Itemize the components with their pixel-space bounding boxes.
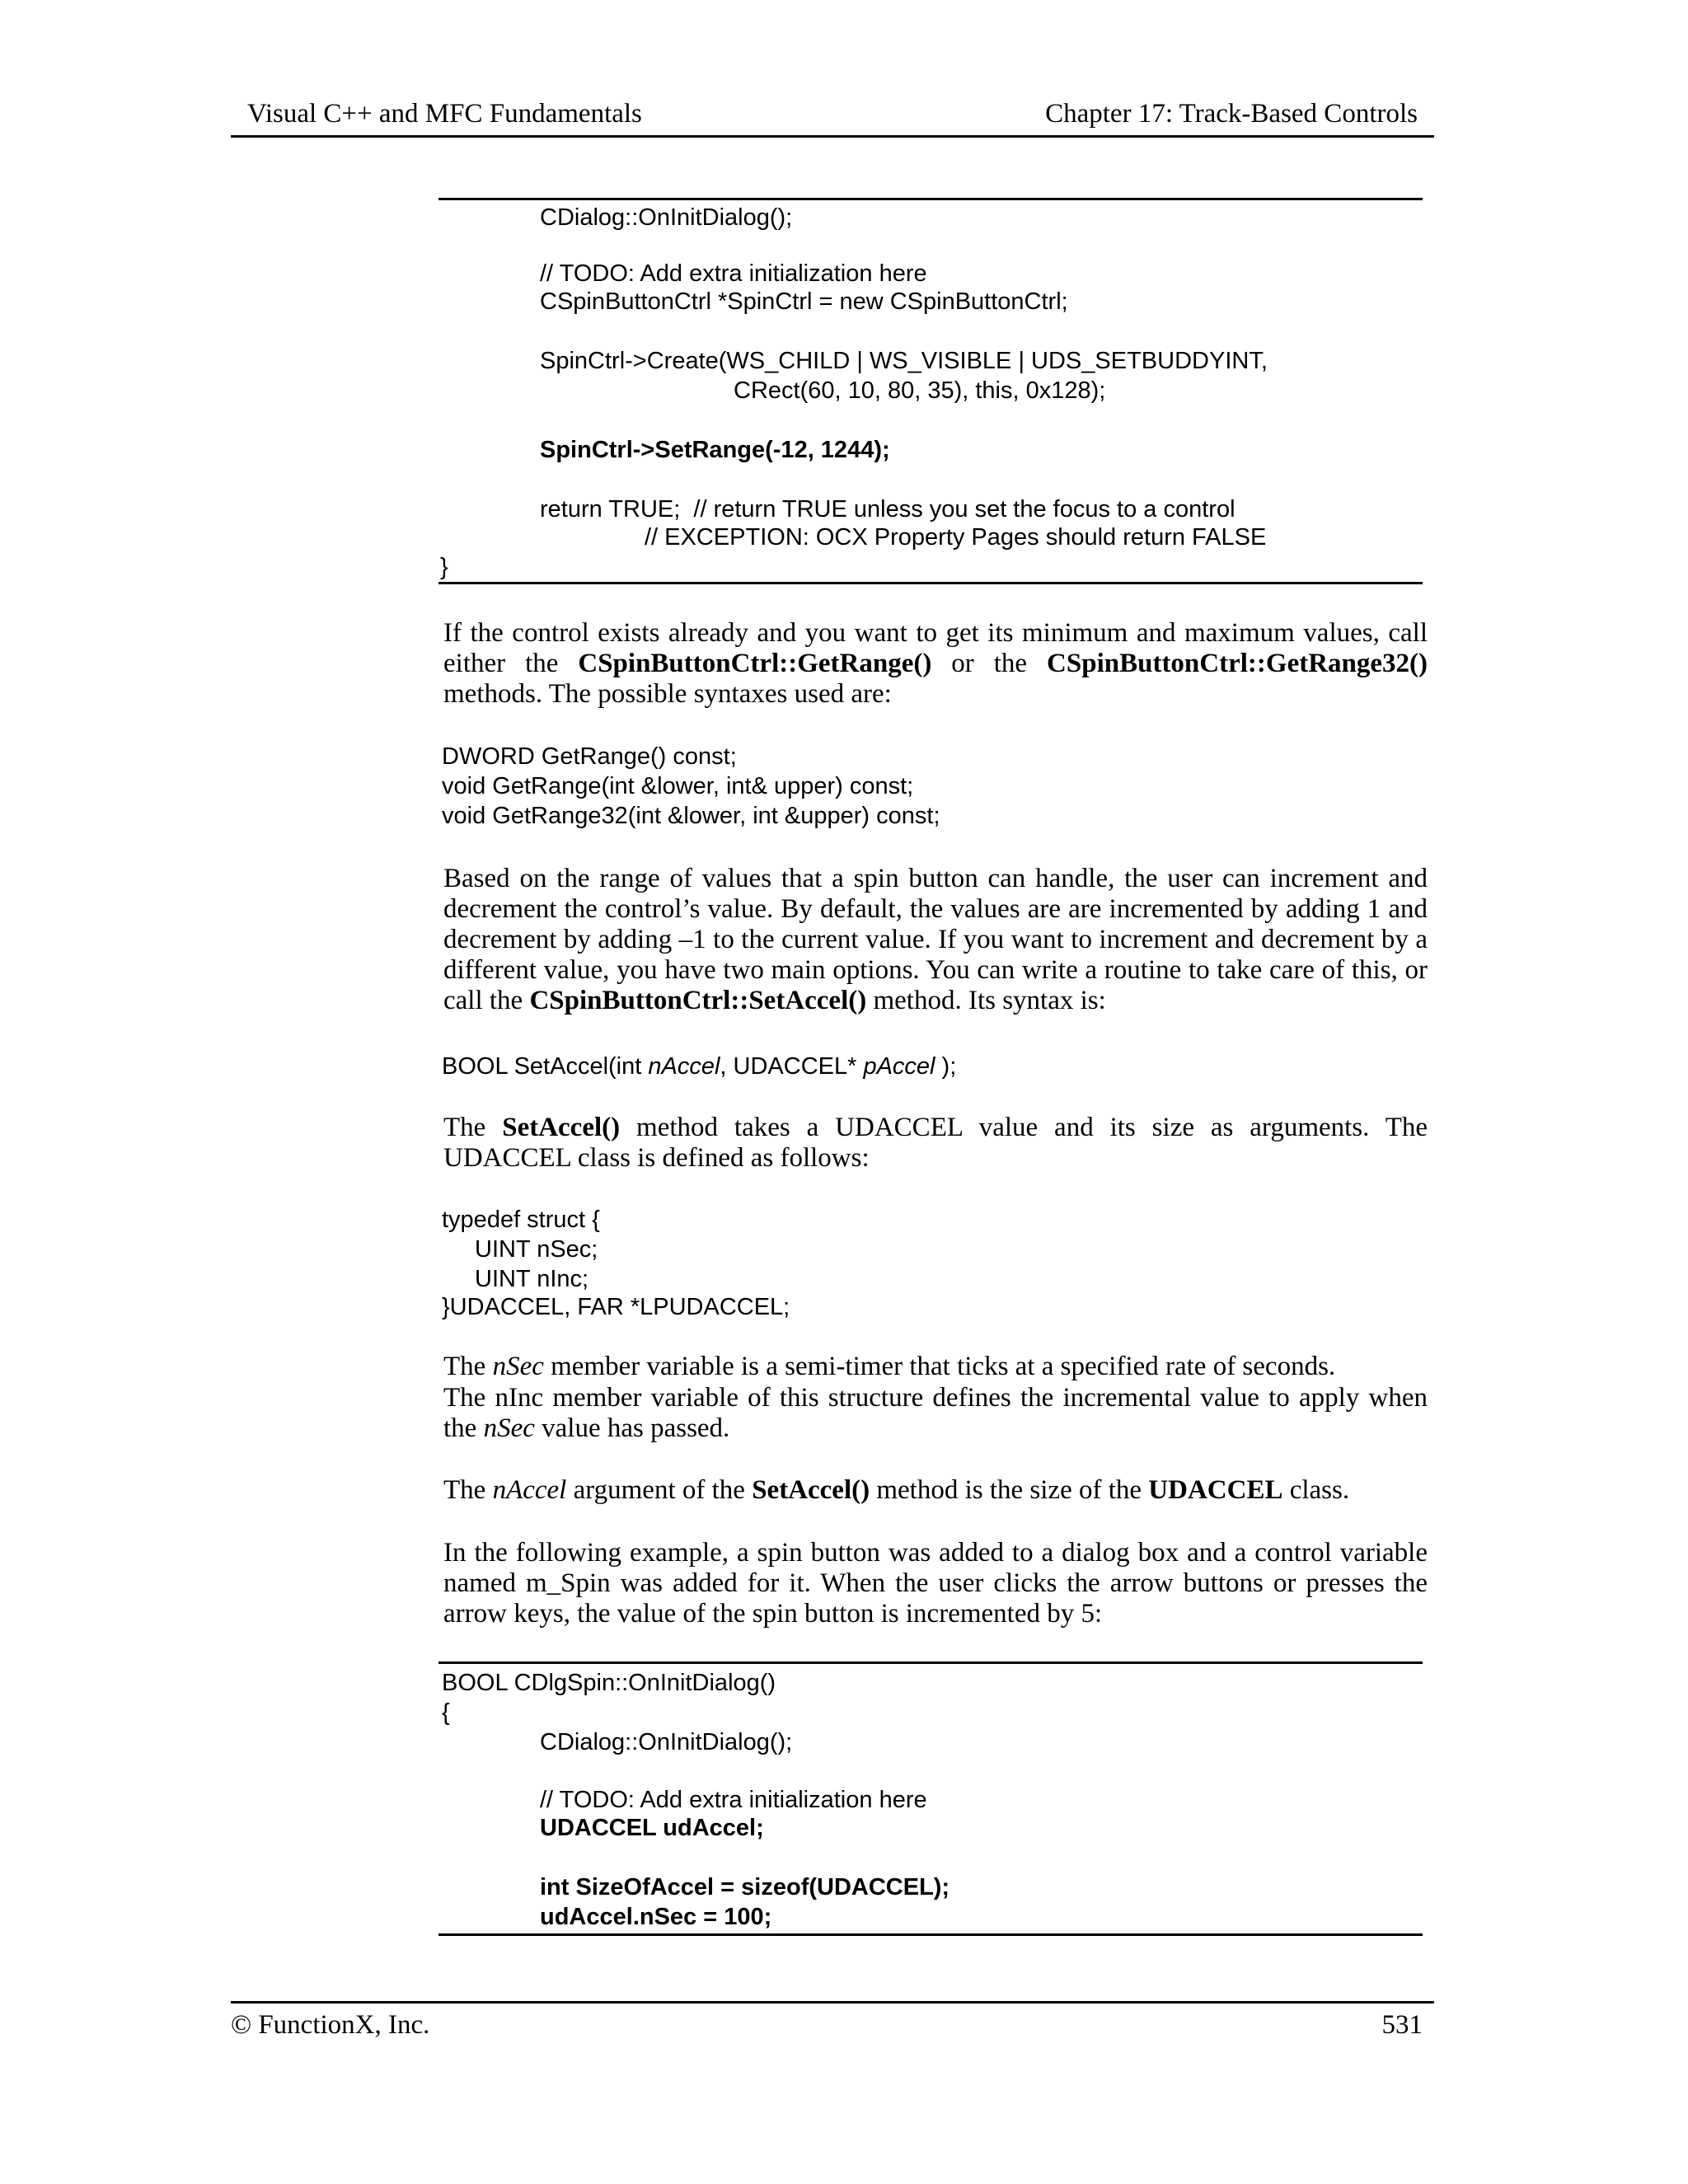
paragraph-example: In the following example, a spin button was added to a dialog box and a control variable named m_Spin was added for it. When the user clicks the arrow buttons or presses the arrow keys, the value of the spin button is incremented by 5:: [443, 1538, 1428, 1629]
code-block-2-bottom-rule: [438, 1933, 1423, 1936]
syntax-line: void GetRange32(int &lower, int &upper) const;: [442, 803, 940, 829]
paragraph-nsec: The nSec member variable is a semi-timer that ticks at a specified rate of seconds.: [443, 1352, 1336, 1381]
struct-line: typedef struct {: [442, 1207, 600, 1233]
header-chapter-title: Chapter 17: Track-Based Controls: [1045, 99, 1418, 129]
header-book-title: Visual C++ and MFC Fundamentals: [247, 99, 642, 129]
paragraph-ninc: The nInc member variable of this structure defines the incremental value to apply when the nSec value has passed.: [443, 1383, 1428, 1443]
code-block-1-bottom-rule: [438, 582, 1423, 584]
struct-line: }UDACCEL, FAR *LPUDACCEL;: [442, 1294, 790, 1320]
code-line-bold: SpinCtrl->SetRange(-12, 1244);: [540, 437, 890, 463]
code-line: }: [440, 554, 448, 580]
code-line: BOOL CDlgSpin::OnInitDialog(): [442, 1670, 776, 1696]
paragraph-setaccel: The SetAccel() method takes a UDACCEL value and its size as arguments. The UDACCEL class is defined as follows:: [443, 1113, 1428, 1173]
footer-copyright: © FunctionX, Inc.: [231, 2010, 430, 2040]
code-line: // EXCEPTION: OCX Property Pages should return FALSE: [645, 524, 1267, 551]
code-line: // TODO: Add extra initialization here: [540, 260, 927, 287]
code-block-2-top-rule: [438, 1661, 1423, 1664]
paragraph-increment: Based on the range of values that a spin button can handle, the user can increment and decrement the control’s value. By default, the values are are incremented by adding 1 and decrement by adding –1 to the current value. If you want to increment and decrement by a different value, you have two main options. You can write a routine to take care of this, or call the CSpinButtonCtrl::SetAccel() method. Its syntax is:: [443, 864, 1428, 1015]
code-line-bold: int SizeOfAccel = sizeof(UDACCEL);: [540, 1874, 950, 1900]
syntax-line: DWORD GetRange() const;: [442, 743, 737, 770]
code-line: CSpinButtonCtrl *SpinCtrl = new CSpinButtonCtrl;: [540, 288, 1068, 315]
struct-line: UINT nInc;: [475, 1266, 589, 1292]
code-line: SpinCtrl->Create(WS_CHILD | WS_VISIBLE | UDS_SETBUDDYINT,: [540, 348, 1268, 374]
code-line: CRect(60, 10, 80, 35), this, 0x128);: [734, 377, 1106, 404]
code-line-bold: udAccel.nSec = 100;: [540, 1904, 772, 1930]
page-number: 531: [1381, 2010, 1423, 2040]
syntax-setaccel: BOOL SetAccel(int nAccel, UDACCEL* pAccel );: [442, 1053, 957, 1080]
syntax-line: void GetRange(int &lower, int& upper) const;: [442, 773, 914, 799]
code-line: CDialog::OnInitDialog();: [540, 1729, 793, 1755]
code-line-bold: UDACCEL udAccel;: [540, 1815, 764, 1841]
code-line: return TRUE; // return TRUE unless you set the focus to a control: [540, 496, 1236, 523]
code-line: {: [442, 1699, 450, 1726]
page-header: [231, 99, 1434, 138]
code-block-1-top-rule: [438, 198, 1423, 200]
code-line: CDialog::OnInitDialog();: [540, 204, 793, 231]
code-line: // TODO: Add extra initialization here: [540, 1787, 927, 1813]
page-footer: [231, 2001, 1434, 2040]
paragraph-getrange: If the control exists already and you want to get its minimum and maximum values, call either the CSpinButtonCtrl::GetRange() or the CSpinButtonCtrl::GetRange32() methods. The possible syntaxes used are:: [443, 618, 1428, 709]
struct-line: UINT nSec;: [475, 1236, 598, 1263]
paragraph-naccel: The nAccel argument of the SetAccel() method is the size of the UDACCEL class.: [443, 1475, 1350, 1505]
